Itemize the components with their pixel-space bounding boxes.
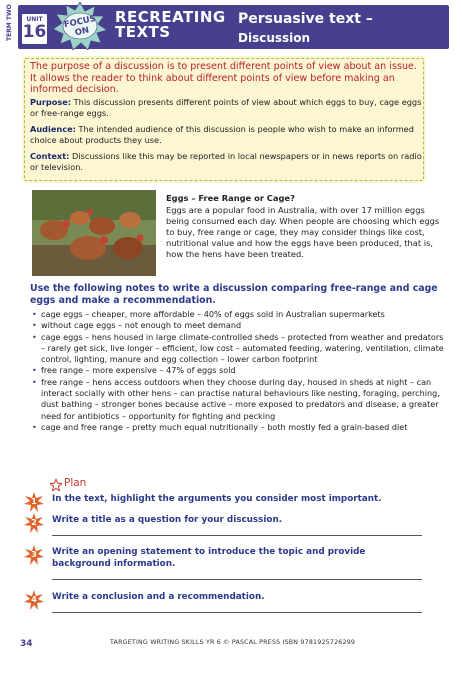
notes-list	[30, 309, 448, 433]
focus-on-label: FOCUS ON	[63, 13, 97, 39]
audience-label: Audience:	[30, 124, 76, 134]
page-title: Persuasive text –	[238, 11, 373, 27]
context-paragraph	[30, 151, 422, 173]
hens-photo	[32, 190, 156, 276]
plan-title: Plan	[64, 477, 87, 489]
step-4-number: 4	[31, 595, 37, 604]
context-label: Context:	[30, 151, 70, 161]
list-item: • without cage eggs – not enough to meet demand	[30, 320, 448, 331]
step-2-number: 2	[31, 518, 37, 527]
list-item: • free range – more expensive – 47% of eggs sold	[30, 365, 448, 376]
step-3-text: Write an opening statement to introduce the topic and provide background information.	[52, 547, 366, 569]
purpose-text: This discussion presents different points of view about which eggs to buy, cage eggs or free-range eggs.	[30, 97, 422, 118]
list-item: • cage eggs – cheaper, more affordable – 40% of eggs sold in Australian supermarkets	[30, 309, 448, 320]
unit-number: 16	[22, 22, 47, 42]
list-item: • cage and free range – pretty much equal nutritionally – both mostly fed a grain-based diet	[30, 422, 448, 433]
answer-line[interactable]	[52, 579, 422, 580]
audience-text: The intended audience of this discussion is people who wish to make an informed choice about products they use.	[30, 124, 414, 145]
step-1-text: In the text, highlight the arguments you consider most important.	[52, 494, 382, 504]
unit-box	[21, 13, 48, 45]
article-body: Eggs are a popular food in Australia, with over 17 million eggs being consumed each day. When people are choosing which eggs to buy, free range or cage, they may consider things like cost, nutritional value and how the eggs have been produced, that is, how the hens have been treated.	[166, 205, 440, 259]
intro-lead: The purpose of a discussion is to present different points of view about an issue. It allows the reader to think about different points of view before making an informed decision.	[30, 61, 418, 95]
purpose-paragraph	[30, 97, 422, 119]
list-item: • free range – hens access outdoors when they choose during day, housed in sheds at night – can interact socially with other hens – can practise natural behaviours like nesting, foraging, perching, dust bathing – stronger bones because active – more exposed to predators and disease, a greater need for antibiotics – opportunity for fighting and pecking	[30, 377, 448, 422]
list-item: • cage eggs – hens housed in large climate-controlled sheds – protected from weather and predators – rarely get sick, live longer – efficient, low cost – automated feeding, watering, ventilation, climate control, lighting, manure and egg collection – lower carbon footprint	[30, 332, 448, 366]
step-1-number: 1	[31, 497, 37, 506]
answer-line[interactable]	[52, 612, 422, 613]
article-title: Eggs – Free Range or Cage?	[166, 193, 295, 203]
step-3-number: 3	[31, 550, 37, 559]
plan-star-icon	[50, 479, 62, 491]
purpose-label: Purpose:	[30, 97, 72, 107]
section-label: RECREATING TEXTS	[115, 8, 226, 41]
footer-credit: TARGETING WRITING SKILLS YR 6 © PASCAL PRESS ISBN 9781925726299	[110, 639, 356, 646]
answer-line[interactable]	[52, 535, 422, 536]
unit-label: UNIT	[26, 16, 43, 23]
audience-paragraph	[30, 124, 422, 146]
step-4-text: Write a conclusion and a recommendation.	[52, 592, 265, 602]
page-number: 34	[20, 639, 33, 649]
page-subtitle: Discussion	[238, 31, 311, 45]
notes-heading: Use the following notes to write a discussion comparing free-range and cage eggs and make a recommendation.	[30, 283, 438, 306]
context-text: Discussions like this may be reported in local newspapers or in news reports on radio or television.	[30, 151, 422, 172]
step-2-text: Write a title as a question for your discussion.	[52, 515, 283, 525]
term-tab: TERM TWO	[6, 4, 13, 41]
